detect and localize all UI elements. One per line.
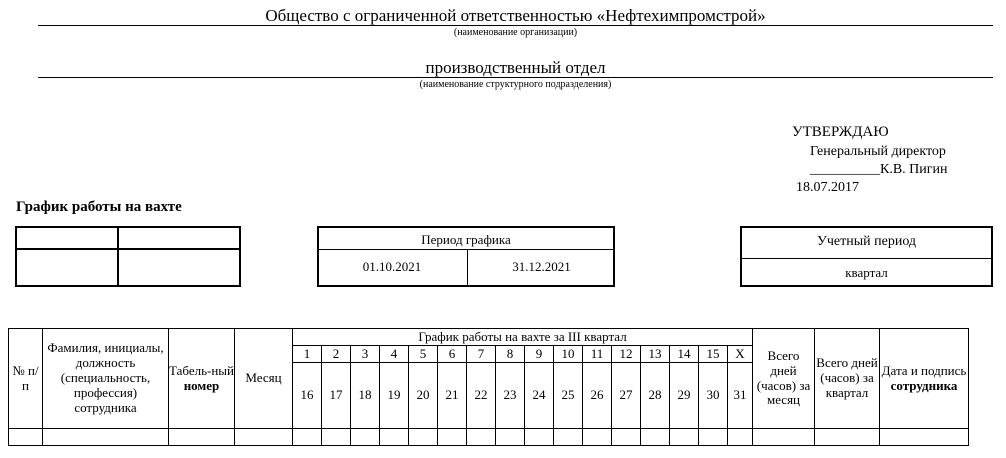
col-header-total-quarter: Всего дней (часов) за квартал [815,329,880,429]
day-cell: 22 [467,363,496,429]
period-to: 31.12.2021 [512,259,571,274]
table-cell [9,429,43,446]
period-label: Период графика [421,232,511,247]
doc-number-box [15,226,241,287]
table-cell [728,429,753,446]
col-header-tab-number [169,329,235,429]
table-cell [351,429,380,446]
table-cell [409,429,438,446]
schedule-table [8,328,969,446]
day-cell: 4 [380,346,409,363]
table-cell [467,429,496,446]
table-cell [380,429,409,446]
department-underline [38,77,993,78]
day-cell: 17 [322,363,351,429]
day-cell: 11 [583,346,612,363]
account-period-hline [740,258,993,259]
table-cell [880,429,969,446]
day-cell: 16 [293,363,322,429]
table-cell [293,429,322,446]
table-cell [438,429,467,446]
period-from: 01.10.2021 [362,259,422,274]
department-caption: (наименование структурного подразделения) [419,79,612,90]
table-cell [496,429,525,446]
col-header-name: Фамилия, инициалы, должность (специальность, профессия) сотрудника [43,329,169,429]
organization-name: Общество с ограниченной ответственностью «Нефтехимпромстрой» [265,6,766,25]
day-cell: 18 [351,363,380,429]
col-header-number: № п/п [9,329,43,429]
department-name: производственный отдел [425,58,606,77]
doc-number-box-vline [117,226,119,287]
table-cell [43,429,169,446]
day-cell: 15 [699,346,728,363]
day-cell: 9 [525,346,554,363]
table-cell [554,429,583,446]
day-cell: 24 [525,363,554,429]
col-header-month: Месяц [235,329,293,429]
account-period-label: Учетный период [816,234,917,249]
day-cell: 12 [612,346,641,363]
day-cell: 5 [409,346,438,363]
day-cell: 21 [438,363,467,429]
col-header-tab-number-line1: Табель-ный [169,362,234,378]
day-cell: 29 [670,363,699,429]
table-cell [169,429,235,446]
table-cell [612,429,641,446]
table-cell [815,429,880,446]
organization-underline [38,25,993,26]
day-cell: 3 [351,346,380,363]
organization-caption: (наименование организации) [453,27,578,38]
day-cell: 23 [496,363,525,429]
table-cell [753,429,815,446]
day-cell: 13 [641,346,670,363]
day-cell: 31 [728,363,753,429]
day-cell: 1 [293,346,322,363]
table-cell [235,429,293,446]
approval-title: УТВЕРЖДАЮ [792,124,889,140]
day-cell: 25 [554,363,583,429]
table-cell [641,429,670,446]
table-cell [583,429,612,446]
day-cell: 28 [641,363,670,429]
day-cell: 6 [438,346,467,363]
day-cell: X [728,346,753,363]
col-header-schedule: График работы на вахте за III квартал [293,329,753,346]
day-cell: 20 [409,363,438,429]
col-header-signature-line1: Дата и подпись [881,362,967,378]
document-title: График работы на вахте [16,199,182,215]
table-cell [670,429,699,446]
day-cell: 27 [612,363,641,429]
account-period-value: квартал [845,265,888,280]
day-cell: 7 [467,346,496,363]
approval-signature: __________К.В. Пигин [810,162,948,177]
day-cell: 26 [583,363,612,429]
col-header-signature-line2: сотрудника [890,377,958,393]
approval-date: 18.07.2017 [796,180,859,195]
day-cell: 10 [554,346,583,363]
table-row [9,429,969,446]
col-header-total-month: Всего дней (часов) за месяц [753,329,815,429]
day-cell: 8 [496,346,525,363]
day-cell: 30 [699,363,728,429]
day-cell: 14 [670,346,699,363]
table-cell [322,429,351,446]
col-header-tab-number-line2: номер [183,377,220,393]
table-cell [525,429,554,446]
day-cell: 19 [380,363,409,429]
doc-number-box-hline [15,248,241,250]
col-header-signature [880,329,969,429]
day-cell: 2 [322,346,351,363]
table-cell [699,429,728,446]
approval-position: Генеральный директор [810,144,946,159]
